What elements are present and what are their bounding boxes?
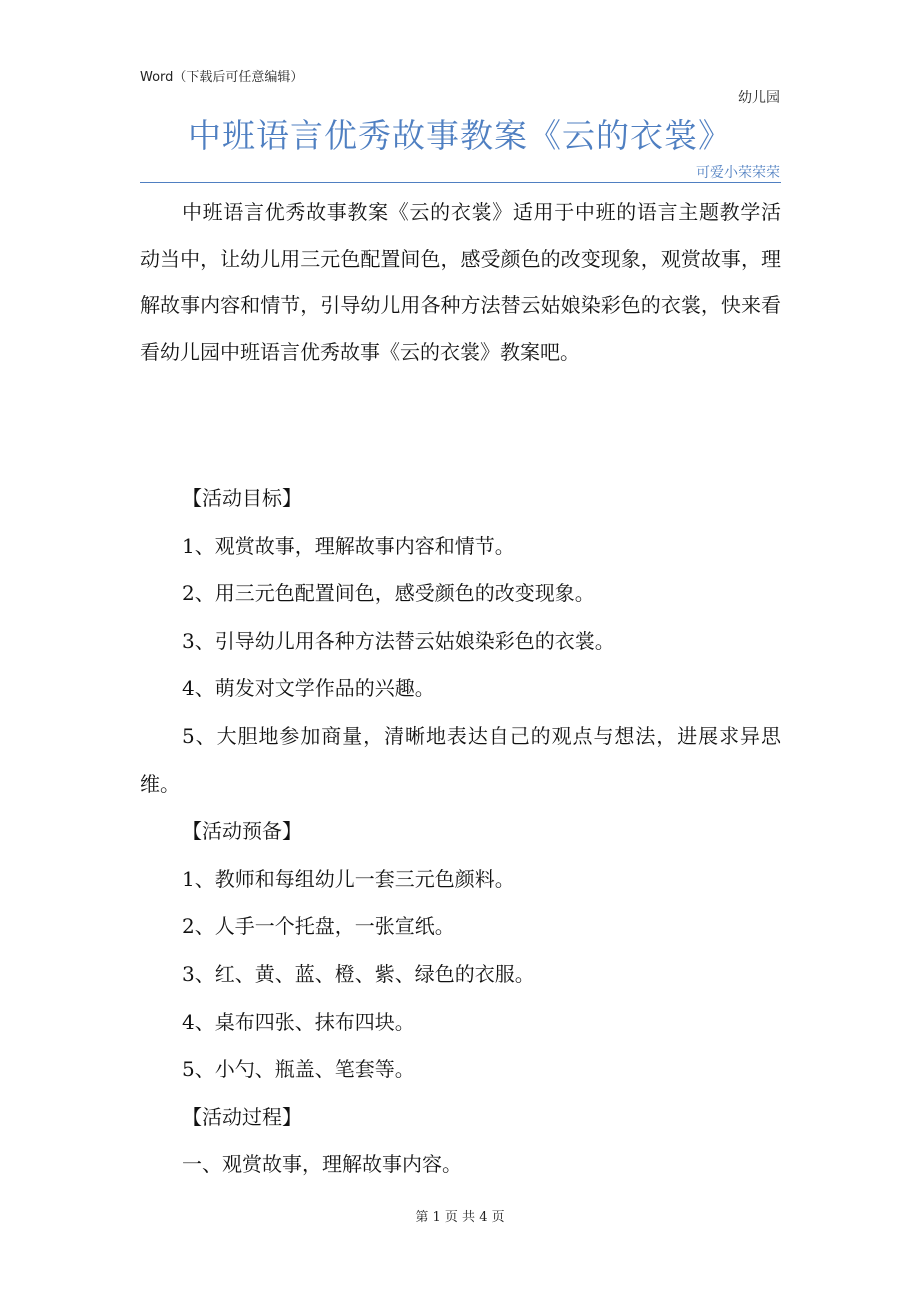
list-item: 2、人手一个托盘，一张宣纸。 [182,914,455,939]
section-heading-preparation: 【活动预备】 [182,819,302,844]
list-item: 4、萌发对文学作品的兴趣。 [182,676,435,701]
document-title: 中班语言优秀故事教案《云的衣裳》 [188,116,732,155]
list-item: 3、引导幼儿用各种方法替云姑娘染彩色的衣裳。 [182,628,615,653]
intro-paragraph: 中班语言优秀故事教案《云的衣裳》适用于中班的语言主题教学活动当中，让幼儿用三元色配置间色，感受颜色的改变现象，观赏故事，理解故事内容和情节，引导幼儿用各种方法替云姑娘染彩色的衣裳，快来看看幼儿园中班语言优秀故事《云的衣裳》教案吧。 [140,200,781,364]
list-item: 3、红、黄、蓝、橙、紫、绿色的衣服。 [182,961,535,986]
list-item: 1、教师和每组幼儿一套三元色颜料。 [182,866,515,891]
list-item: 5、大胆地参加商量，清晰地表达自己的观点与想法，进展求异思维。 [140,723,781,796]
document-body [140,475,781,1189]
list-item: 2、用三元色配置间色，感受颜色的改变现象。 [182,581,595,606]
header-left-note: Word（下载后可任意编辑） [140,70,304,85]
section-heading-objectives: 【活动目标】 [182,486,302,510]
section-heading-process: 【活动过程】 [182,1104,302,1129]
title-divider [140,182,781,183]
list-item: 5、小勺、瓶盖、笔套等。 [182,1057,415,1082]
header-category: 幼儿园 [738,90,780,106]
author-name: 可爱小荣荣荣 [696,165,780,181]
list-item: 一、观赏故事，理解故事内容。 [182,1152,462,1177]
list-item: 4、桌布四张、抹布四块。 [182,1009,415,1034]
page-footer: 第 1 页 共 4 页 [415,1210,505,1225]
list-item: 1、观赏故事，理解故事内容和情节。 [182,533,515,558]
